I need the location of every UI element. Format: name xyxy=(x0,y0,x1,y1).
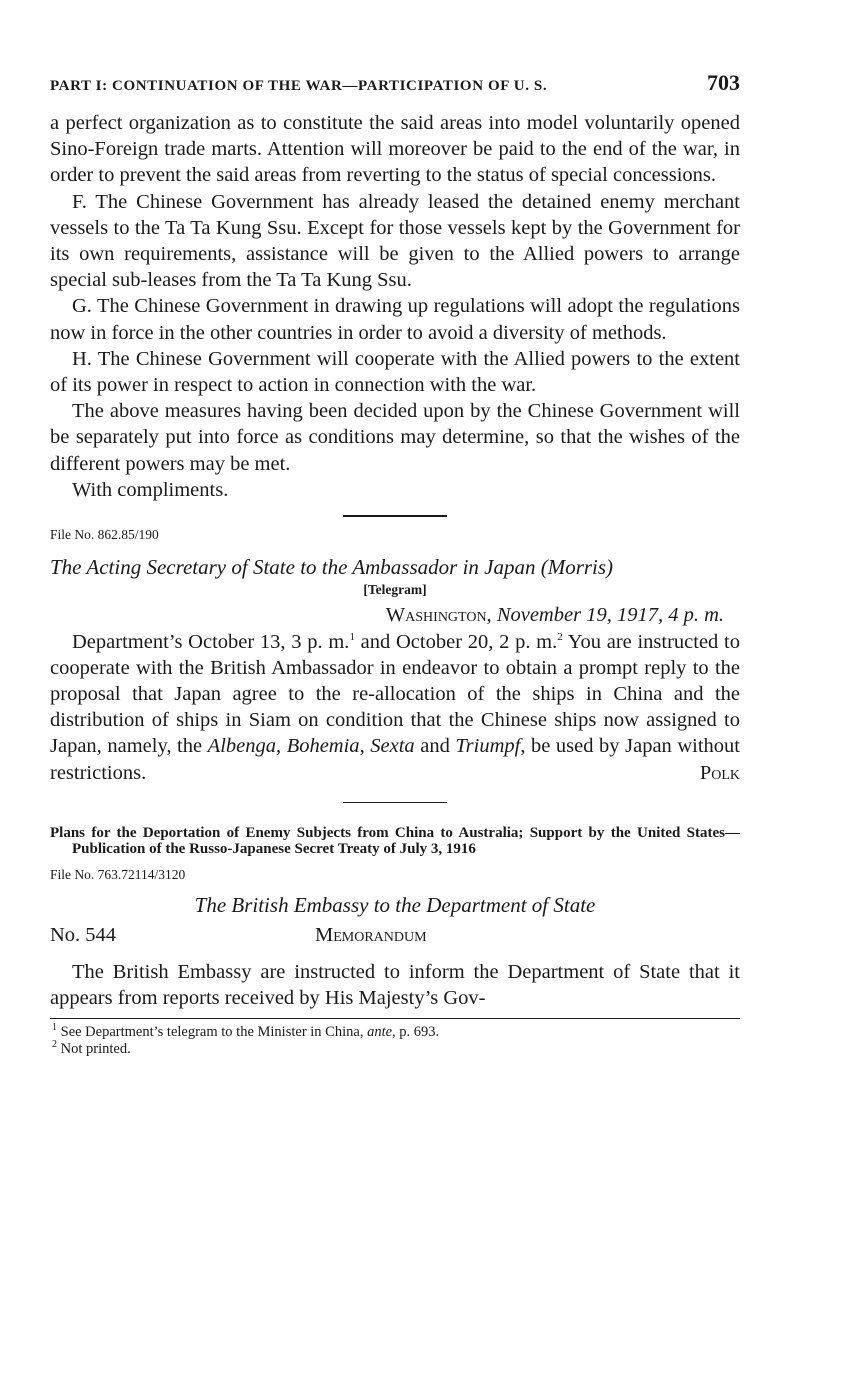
footnote-text: See Department’s telegram to the Minister in China, xyxy=(60,1023,368,1040)
separator-rule xyxy=(343,515,447,517)
document-page xyxy=(50,70,740,1058)
telegram-text-b: and October 20, 2 p. m. xyxy=(354,630,558,653)
running-header xyxy=(50,70,740,96)
file-number: File No. 763.72114/3120 xyxy=(50,867,186,883)
telegram-text-c: You are instructed to cooperate with the British Ambassador in endeavor to obtain a prompt reply to the proposal that Japan agree to the re-allocation of the ships in China and the distribution of ships in Siam on condition that the Chinese ships now assigned to Japan, namely, the xyxy=(50,630,740,758)
telegram-body xyxy=(50,629,740,786)
signature: Polk xyxy=(699,761,740,784)
closing-line: With compliments. xyxy=(72,478,229,501)
memorandum-body: The British Embassy are instructed to inform the Department of State that it appears from reports received by His Majesty’s Gov- xyxy=(50,961,740,1010)
dateline-date: November 19, 1917, 4 p. m. xyxy=(496,603,724,626)
separator-rule xyxy=(343,802,447,804)
footnote-ref-1: 1 xyxy=(349,630,355,643)
footnote-mark: 1 xyxy=(52,1021,57,1033)
ship-name: Triumpf xyxy=(455,735,521,758)
document-title: The Acting Secretary of State to the Ambassador in Japan (Morris) xyxy=(50,554,614,579)
document-title: The British Embassy to the Department of State xyxy=(194,893,596,918)
footnote-2 xyxy=(50,1038,740,1058)
footnote-1 xyxy=(50,1021,740,1041)
ship-name: Bohemia xyxy=(286,735,360,758)
paragraph-f: F. The Chinese Government has already leased the detained enemy merchant vessels to the Ta Ta Kung Ssu. Except for those vessels kept by the Government for its own requirements, assistance will be given to the Allied powers to arrange special sub-leases from the Ta Ta Kung Ssu. xyxy=(50,190,740,292)
continuation-paragraph: a perfect organization as to constitute the said areas into model voluntarily opened Sino-Foreign trade marts. Attention will moreover be paid to the end of the war, in order to prevent the said areas from reverting to the status of special concessions. xyxy=(50,112,740,187)
telegram-text-a: Department’s October 13, 3 p. m. xyxy=(72,630,350,653)
paragraph-above-measures: The above measures having been decided upon by the Chinese Government will be separately put into force as conditions may determine, so that the wishes of the different powers may be met. xyxy=(50,400,740,475)
footnote-mark: 2 xyxy=(52,1038,57,1050)
paragraph-h: H. The Chinese Government will cooperate with the Allied powers to the extent of its power in respect to action in connection with the war. xyxy=(50,347,740,397)
file-number: File No. 862.85/190 xyxy=(50,526,159,542)
footnote-ref-2: 2 xyxy=(557,630,563,643)
footnote-rule xyxy=(50,1018,740,1019)
ship-separator: , xyxy=(359,735,371,758)
footnote-text: , p. 693. xyxy=(392,1023,440,1040)
telegram-text-d: , be used by Japan without restrictions. xyxy=(50,735,740,784)
dateline xyxy=(50,604,740,627)
dateline-place: Washington, xyxy=(385,603,492,626)
document-type: [Telegram] xyxy=(363,581,427,597)
memo-line xyxy=(50,924,740,947)
ship-separator: , xyxy=(276,735,287,758)
ship-separator: and xyxy=(414,735,456,758)
ship-name: Albenga xyxy=(207,735,276,758)
ship-name: Sexta xyxy=(370,735,415,758)
section-heading: Plans for the Deportation of Enemy Subjects from China to Australia; Support by the United States—Publication of the Russo-Japanese Secret Treaty of July 3, 1916 xyxy=(50,825,740,858)
paragraph-g: G. The Chinese Government in drawing up regulations will adopt the regulations now in force in the other countries in order to avoid a diversity of methods. xyxy=(50,295,740,344)
footnote-italic: ante xyxy=(367,1023,393,1040)
running-title: PART I: CONTINUATION OF THE WAR—PARTICIPATION OF U. S. xyxy=(50,78,548,94)
memo-type: Memorandum xyxy=(315,924,427,947)
memo-number: No. 544 xyxy=(50,924,117,947)
page-number: 703 xyxy=(707,70,740,95)
footnote-text: Not printed. xyxy=(60,1040,131,1057)
